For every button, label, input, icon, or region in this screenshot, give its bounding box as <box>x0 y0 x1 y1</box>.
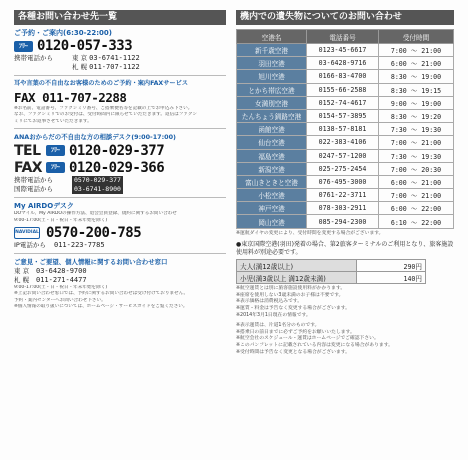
fare-note-3: ※表示価格は消費税込みです。 <box>236 299 302 305</box>
reservation-freedial[interactable]: 0120-057-333 <box>37 38 133 54</box>
airport-phone[interactable]: 03-6428-9716 <box>307 57 379 70</box>
table-row <box>237 109 454 122</box>
airport-hours: 9:00 ～ 19:00 <box>379 96 454 109</box>
airport-phone[interactable]: 0123-45-6617 <box>307 44 379 57</box>
contact-list-header: 各種お問い合わせ先一覧 <box>14 10 226 25</box>
table-row <box>237 215 454 228</box>
airport-name: 仙台空港 <box>237 136 307 149</box>
fax-service-number[interactable]: FAX 011-707-2288 <box>14 90 127 105</box>
airport-hours: 8:30 ～ 19:20 <box>379 109 454 122</box>
airport-phone[interactable]: 0154-57-3895 <box>307 109 379 122</box>
ana-desk-title: ANAおからだの不自由な方の相談デスク(9:00-17:00) <box>14 133 176 142</box>
contact-list <box>14 10 226 311</box>
airport-hours: 7:00 ～ 21:00 <box>379 189 454 202</box>
myairdo-section <box>14 201 226 250</box>
opinion-sapporo-number[interactable]: 011-271-4477 <box>36 276 87 285</box>
table-row <box>237 96 454 109</box>
bottom-note-4: ※このパンフレットに記載されている内容は変更になる場合があります。 <box>236 342 393 348</box>
fax-service-title: 耳や言葉の不自由なお客様のためのご予約・案内FAXサービス <box>14 80 188 87</box>
lost-item-header: 機内での遺失物についてのお問い合わせ <box>236 10 454 25</box>
table-header-row <box>237 30 454 44</box>
airport-name: 神戸空港 <box>237 202 307 215</box>
myairdo-title: My AIRDOデスク <box>14 202 74 211</box>
reservation-tokyo-number[interactable]: 03-6741-1122 <box>89 54 140 62</box>
table-row <box>237 189 454 202</box>
fax-service-section <box>14 79 226 125</box>
fare-label-child: 小児(満3歳以上 満12歳未満) <box>237 272 357 284</box>
opinion-section <box>14 257 226 311</box>
tel-label: TEL <box>14 142 41 159</box>
airport-phone[interactable]: 0166-83-4700 <box>307 70 379 83</box>
bottom-note-2: ※搭乗日の前日までに必ずご予約をお願いいたします。 <box>236 329 355 335</box>
airport-name: 羽田空港 <box>237 57 307 70</box>
mobile-label: 携帯電話から <box>14 54 53 62</box>
fax-note-2: なお、ファクシミリでのお受付は、受付時間内に限らせていただきます。返信はファクシ <box>14 112 198 118</box>
table-row <box>237 83 454 96</box>
airport-name: 新潟空港 <box>237 162 307 175</box>
airport-name: 函館空港 <box>237 123 307 136</box>
airport-phone[interactable]: 085-294-2300 <box>307 215 379 228</box>
ip-label: IP電話から <box>14 241 46 250</box>
myairdo-hours: 9:00-17:00(土・日・祝日・年末年始を除く) <box>14 217 108 223</box>
airport-name: とかち帯広空港 <box>237 83 307 96</box>
table-row <box>237 57 454 70</box>
myairdo-navidial[interactable]: 0570-200-785 <box>46 224 142 241</box>
fare-note-1: ※航空運賃とは別に旅客施設使用料がかかります。 <box>236 286 346 292</box>
reservation-title: ご予約・ご案内(6:30-22:00) <box>14 29 112 37</box>
col-airport: 空港名 <box>237 30 307 44</box>
opinion-note-1: 9:00-17:00(土・日・祝日・年末年始を除く) <box>14 285 108 291</box>
airport-name: 小松空港 <box>237 189 307 202</box>
fare-value-adult: 290円 <box>357 260 426 272</box>
airport-hours: 6:00 ～ 21:00 <box>379 57 454 70</box>
bottom-note-3: ※航空会社のスケジュール・運賃はホームページでご確認下さい。 <box>236 336 379 342</box>
airport-phone[interactable]: 078-303-2911 <box>307 202 379 215</box>
airport-phone[interactable]: 0761-22-3711 <box>307 189 379 202</box>
fax-note-1: ※お名前、電話番号、ファクシミリ番号、ご搭乗便名等を記載の上でお申込み下さい。 <box>14 106 193 111</box>
airport-hours: 7:30 ～ 19:30 <box>379 149 454 162</box>
table-row <box>237 136 454 149</box>
airport-hours: 6:10 ～ 22:00 <box>379 215 454 228</box>
fare-note-2: ※座席を使用しない3歳未満のお子様は不要です。 <box>236 292 344 298</box>
col-hours: 受付時間 <box>379 30 454 44</box>
opinion-note-3: 予約・案内センターへお問い合わせ下さい。 <box>14 297 106 303</box>
fax-label: FAX <box>14 159 43 176</box>
airport-name: 富山きときと空港 <box>237 175 307 188</box>
haneda-note: ●東京国際空港(羽田)発着の場合、第2旅客ターミナルのご利用となり、旅客施設使用料が別途必要です。 <box>236 241 454 257</box>
reservation-sapporo-number[interactable]: 011-707-1122 <box>89 63 140 71</box>
opinion-note-4: ※個人情報の取り扱いについては、ホームページ・サービスガイドをご覧ください。 <box>14 304 188 310</box>
opinion-note-2: ※上記お問い合わせ窓口では、予約に関するお問い合わせは受け付けておりません。 <box>14 291 189 297</box>
freedial-icon: ﾌﾘｰ <box>46 145 65 156</box>
table-row <box>237 123 454 136</box>
fare-value-child: 140円 <box>357 272 426 284</box>
ana-mobile-number[interactable]: 0570-029-377 <box>74 176 121 185</box>
table-row <box>237 175 454 188</box>
airport-hours: 7:00 ～ 20:30 <box>379 162 454 175</box>
freedial-icon: ﾌﾘｰ <box>46 162 65 173</box>
airport-hours: 8:30 ～ 19:00 <box>379 70 454 83</box>
reservation-section <box>14 28 226 72</box>
table-row <box>237 202 454 215</box>
ana-intl-label: 国際電話から <box>14 185 53 194</box>
table-row <box>237 70 454 83</box>
bottom-note-1: ※表示運賃は、片道1名分のものです。 <box>236 323 320 329</box>
lost-item-panel <box>236 10 454 356</box>
airport-hours: 8:30 ～ 19:15 <box>379 83 454 96</box>
airport-name: 女満別空港 <box>237 96 307 109</box>
ana-tel-number[interactable]: 0120-029-377 <box>69 142 165 159</box>
airport-phone[interactable]: 0247-57-1200 <box>307 149 379 162</box>
ana-desk-section <box>14 132 226 194</box>
airport-phone[interactable]: 022-383-4106 <box>307 136 379 149</box>
table-row <box>237 162 454 175</box>
ana-intl-number[interactable]: 03-6741-8900 <box>74 185 121 194</box>
table-row <box>237 44 454 57</box>
fare-note-4: ※運賃・料金は予告なく変更する場合がございます。 <box>236 306 350 311</box>
table-note: ※運航ダイヤの変更により、受付時間を変更する場合がございます。 <box>236 230 384 236</box>
airport-phone[interactable]: 025-275-2454 <box>307 162 379 175</box>
airport-hours: 6:00 ～ 22:00 <box>379 202 454 215</box>
airport-table <box>236 29 454 229</box>
opinion-tokyo-number[interactable]: 03-6428-9700 <box>36 267 87 276</box>
col-phone: 電話番号 <box>307 30 379 44</box>
ip-number[interactable]: 011-223-7785 <box>54 241 105 250</box>
table-row <box>237 272 426 284</box>
table-row <box>237 149 454 162</box>
navidial-logo: NAVIDIAL <box>14 227 40 239</box>
airport-hours: 7:00 ～ 21:00 <box>379 44 454 57</box>
table-row <box>237 260 426 272</box>
airport-name: 岡山空港 <box>237 215 307 228</box>
airport-hours: 7:30 ～ 19:30 <box>379 123 454 136</box>
tokyo-label: 東 京 <box>72 54 88 62</box>
airport-name: 旭川空港 <box>237 70 307 83</box>
bottom-note-5: ※受付時間は予告なく変更となる場合がございます。 <box>236 349 350 355</box>
myairdo-desc: DOマイル、My AIRDOの操作方法、退会会員登録、規約に関するお問い合わせ <box>14 211 177 217</box>
opinion-tokyo-label: 東 京 <box>14 267 30 276</box>
airport-phone[interactable]: 0152-74-4617 <box>307 96 379 109</box>
airport-phone[interactable]: 076-495-3000 <box>307 175 379 188</box>
fare-label-adult: 大人(満12歳以上) <box>237 260 357 272</box>
ana-mobile-label: 携帯電話から <box>14 176 53 185</box>
airport-name: 新千歳空港 <box>237 44 307 57</box>
freedial-icon: ﾌﾘｰ <box>14 41 33 52</box>
airport-phone[interactable]: 0155-66-2588 <box>307 83 379 96</box>
airport-name: たんちょう釧路空港 <box>237 109 307 122</box>
opinion-sapporo-label: 札 幌 <box>14 276 30 285</box>
airport-name: 福島空港 <box>237 149 307 162</box>
facility-fee-table <box>236 259 426 284</box>
sapporo-label: 札 幌 <box>72 63 88 71</box>
fax-note-3: ミリにてお返事させていただきます。 <box>14 118 92 124</box>
ana-fax-number[interactable]: 0120-029-366 <box>69 159 165 176</box>
fare-note-5: ※2014年3月1日現在の情報です。 <box>236 312 311 318</box>
airport-phone[interactable]: 0138-57-8181 <box>307 123 379 136</box>
airport-hours: 7:00 ～ 21:00 <box>379 136 454 149</box>
airport-hours: 6:00 ～ 21:00 <box>379 175 454 188</box>
opinion-title: ご意見・ご要望、個人情報に関するお問い合わせ窓口 <box>14 258 168 267</box>
